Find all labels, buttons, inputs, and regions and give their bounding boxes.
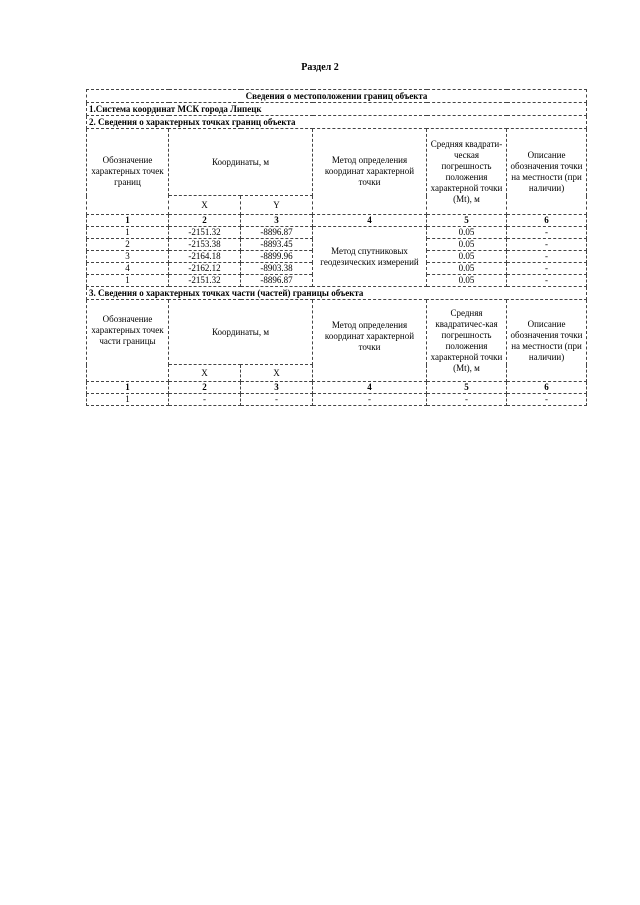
header-designation: Обозначение характерных точек части границы: [87, 300, 169, 382]
header-description: Описание обозначения точки на местности (при наличии): [507, 300, 587, 382]
col-number: 4: [313, 382, 427, 394]
x-cell: -2151.32: [169, 227, 241, 239]
header-coordinates: Координаты, м: [169, 129, 313, 196]
error-cell: 0.05: [427, 251, 507, 263]
error-cell: 0.05: [427, 239, 507, 251]
boundary-table: [86, 89, 587, 406]
x-cell: -: [169, 394, 241, 406]
point-cell: 1: [87, 227, 169, 239]
desc-cell: -: [507, 275, 587, 287]
col-number: 4: [313, 215, 427, 227]
col-number: 1: [87, 382, 169, 394]
y-cell: -8893.45: [241, 239, 313, 251]
y-cell: -: [241, 394, 313, 406]
col-number: 2: [169, 215, 241, 227]
table-row: [87, 227, 587, 239]
coord-system: 1.Система координат МСК города Липецк: [87, 103, 587, 116]
desc-cell: -: [507, 394, 587, 406]
desc-cell: -: [507, 227, 587, 239]
point-cell: 1: [87, 275, 169, 287]
part2-title: 3. Сведения о характерных точках части (частей) границы объекта: [87, 287, 587, 300]
col-number: 1: [87, 215, 169, 227]
x-cell: -2151.32: [169, 275, 241, 287]
desc-cell: -: [507, 239, 587, 251]
col-number: 5: [427, 215, 507, 227]
header-method: Метод определения координат характерной точки: [313, 300, 427, 382]
desc-cell: -: [507, 263, 587, 275]
header-error: Средняя квадрати-ческая погрешность положения характерной точки (Mt), м: [427, 129, 507, 215]
error-cell: 0.05: [427, 275, 507, 287]
x-cell: -2162.12: [169, 263, 241, 275]
method-cell: -: [313, 394, 427, 406]
header-y: X: [241, 365, 313, 382]
col-number: 5: [427, 382, 507, 394]
method-cell: Метод спутниковых геодезических измерений: [313, 227, 427, 287]
error-cell: 0.05: [427, 263, 507, 275]
col-number: 6: [507, 215, 587, 227]
col-number: 6: [507, 382, 587, 394]
point-cell: 2: [87, 239, 169, 251]
col-number: 2: [169, 382, 241, 394]
table-row: [87, 394, 587, 406]
x-cell: -2164.18: [169, 251, 241, 263]
point-cell: 1: [87, 394, 169, 406]
desc-cell: -: [507, 251, 587, 263]
table-title: Сведения о местоположении границ объекта: [87, 90, 587, 103]
y-cell: -8896.87: [241, 275, 313, 287]
header-error: Средняя квадратичес-кая погрешность положения характерной точки (Mt), м: [427, 300, 507, 382]
y-cell: -8899.96: [241, 251, 313, 263]
header-description: Описание обозначения точки на местности (при наличии): [507, 129, 587, 215]
part1-title: 2. Сведения о характерных точках границ объекта: [87, 116, 587, 129]
col-number: 3: [241, 382, 313, 394]
x-cell: -2153.38: [169, 239, 241, 251]
col-number: 3: [241, 215, 313, 227]
header-method: Метод определения координат характерной точки: [313, 129, 427, 215]
y-cell: -8903.38: [241, 263, 313, 275]
header-x: X: [169, 365, 241, 382]
point-cell: 3: [87, 251, 169, 263]
error-cell: 0.05: [427, 227, 507, 239]
error-cell: -: [427, 394, 507, 406]
y-cell: -8896.87: [241, 227, 313, 239]
point-cell: 4: [87, 263, 169, 275]
header-y: Y: [241, 196, 313, 215]
header-designation: Обозначение характерных точек границ: [87, 129, 169, 215]
header-coordinates: Координаты, м: [169, 300, 313, 365]
header-x: X: [169, 196, 241, 215]
section-title: Раздел 2: [301, 62, 339, 73]
